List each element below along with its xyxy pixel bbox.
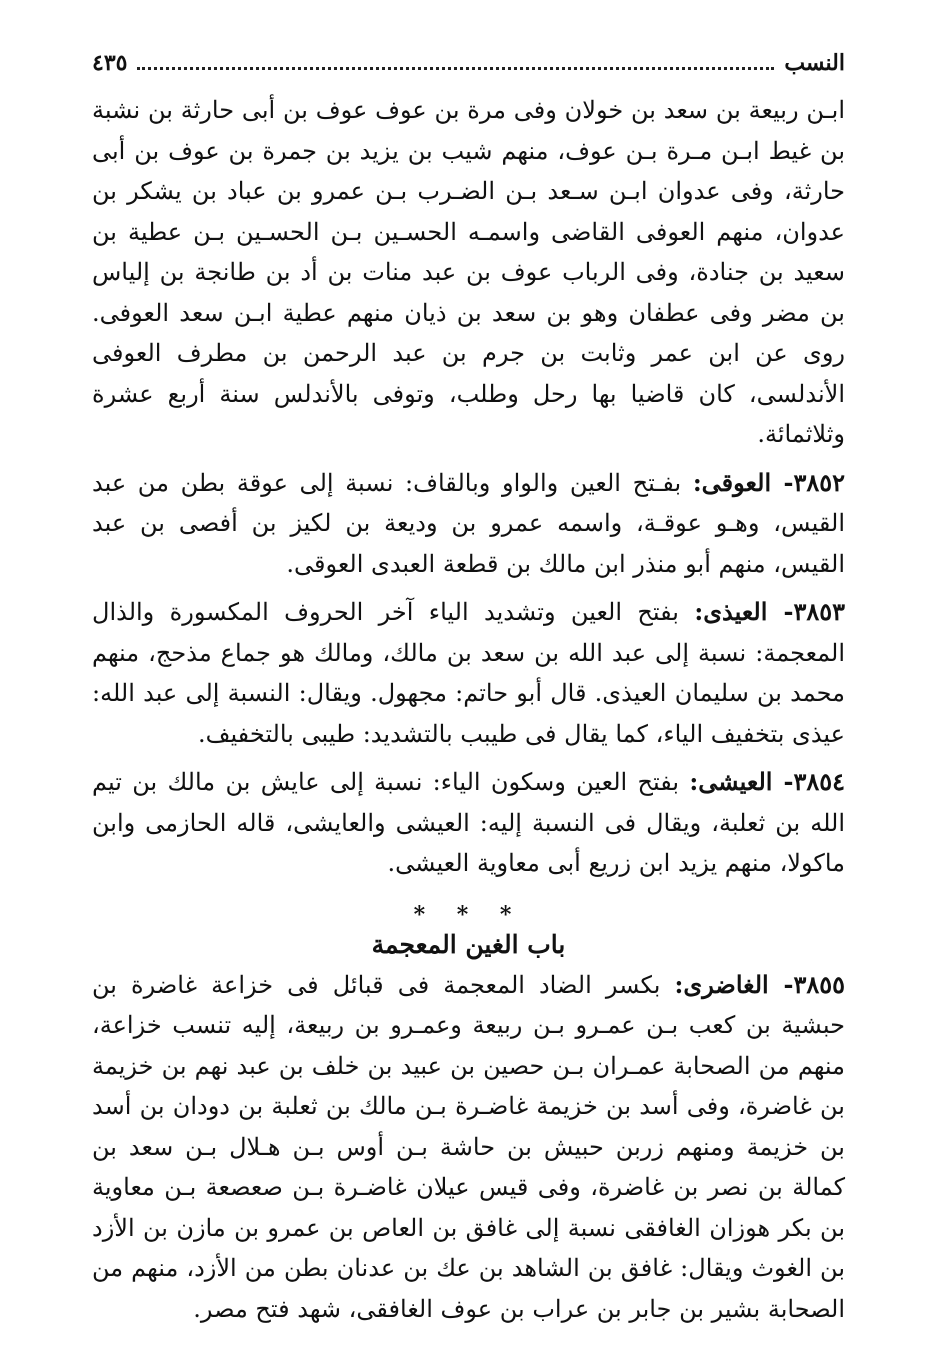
running-title: النسب	[784, 50, 845, 76]
entry-text: بفتح العين وتشديد الياء آخر الحروف المكسورة والذال المعجمة: نسبة إلى عبد الله بن سعد بن مالك، ومالك هو جماع مذحج، منهم محمد بن سليمان العيذى. قال أبو حاتم: مجهول. ويقال: النسبة إلى عبد الله: عيذى بتخفيف الياء، كما يقال فى طيبب بالتشديد: طيبى بالتخفيف.	[92, 598, 845, 748]
running-head	[92, 50, 845, 90]
intro-paragraph: ابـن ربيعة بن سعد بن خولان وفى مرة بن عوف عوف بن أبى حارثة بن نشبة بن غيط ابـن مـرة بـن عوف، منهم شيب بن يزيد بن جمرة بن عوف بن أبى حارثة، وفى عدوان ابـن سـعد بـن الضـرب بـن عمرو بن عباد بن يشكر بن عدوان، منهم العوفى القاضى واسمـه الحسـين بـن الحسـين بـن عطية بن سعيد بن جنادة، وفى الرباب عوف بن عبد منات بن أد بن طانجة بن إلياس بن مضر وفى عطفان وهو بن سعد بن ذيان منهم عطية ابـن سعد العوفى. روى عن ابن عمر وثابت بن جرم بن عبد الرحمن بن مطرف العوفى الأندلسى، كان قاضيا بها رحل وطلب، وتوفى بالأندلس سنة أربع عشرة وثلاثمائة.	[92, 96, 845, 448]
entry-heading: ٣٨٥٤- العيشى:	[689, 767, 845, 796]
entry-3854	[92, 762, 845, 884]
entry-text: بفـتح العين والواو وبالقاف: نسبة إلى عوقة بطن من عبد القيس، وهـو عوقـة، واسمه عمرو بن وديعة بن لكيز بن أفصى بن عبد القيس، منهم أبو منذر ابن مالك بن قطعة العبدى العوقى.	[92, 468, 845, 578]
entry-text: بفتح العين وسكون الياء: نسبة إلى عايش بن مالك بن تيم الله بن ثعلبة، ويقال فى النسبة إليه: العيشى والعايشى، قاله الحازمى وابن ماكولا، منهم يزيد ابن زريع أبى معاوية العيشى.	[92, 768, 845, 877]
entry-3853	[92, 592, 845, 754]
entry-3852	[92, 463, 845, 585]
entry-text: بكسر الضاد المعجمة فى قبائل فى خزاعة غاضرة بن حبشية بن كعب بـن عمـرو بـن ربيعة وعمـرو بن ربيعة، إليه تنسب خزاعة، منهم من الصحابة عمـران بـن حصين بن عبيد بن خلف بن عبد نهم بن خزيمة بن غاضرة، وفى أسد بن خزيمة غاضـرة بـن مالك بن ثعلبة بن دودان بن أسد بن خزيمة ومنهم زربن حبيش بن حاشة بـن أوس بـن هـلال بـن سعد بن كمالة بن نصر بن غاضرة، وفى قيس عيلان غاضـرة بـن صعصعة بـن معاوية بن بكر هوزان الغافقى نسبة إلى غافق بن العاص بن عمرو بن مازن بن الأزد بن الغوث ويقال: غافق بن الشاهد بن عك بن عدنان بطن من الأزد، منهم من الصحابة بشير بن جابر بن عراب بن عوف الغافقى، شهد فتح مصر.	[92, 970, 845, 1323]
entry-heading: ٣٨٥٣- العيذى:	[694, 597, 845, 626]
entry-heading: ٣٨٥٢- العوقى:	[692, 467, 845, 497]
dotted-leader	[137, 57, 774, 70]
entry-heading: ٣٨٥٥- الغاضرى:	[674, 969, 846, 999]
section-separator: * * *	[413, 901, 524, 928]
page-number: ٤٣٥	[92, 50, 128, 76]
section-title: باب الغين المعجمة	[371, 929, 566, 959]
entry-3855	[92, 965, 845, 1330]
